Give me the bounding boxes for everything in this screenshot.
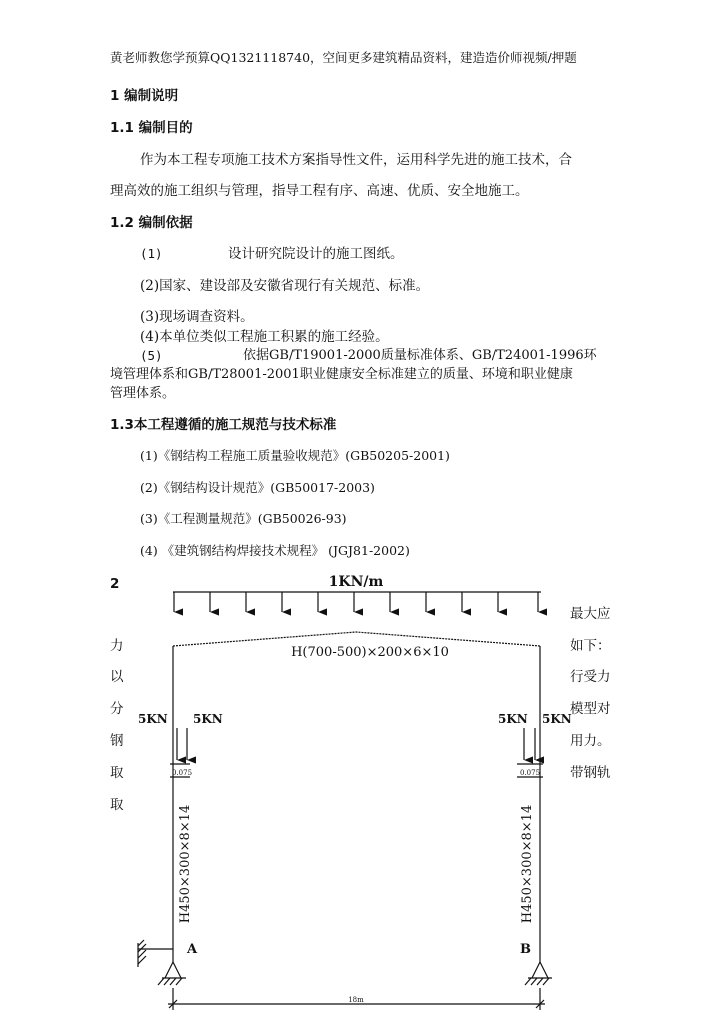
roof-beam — [173, 632, 540, 646]
paragraph-purpose-line2: 理高效的施工组织与管理，指导工程有序、高速、优质、安全地施工。 — [110, 183, 529, 199]
point-load-label: 5KN — [138, 712, 168, 726]
right-support — [525, 962, 552, 985]
left-fragment: 分 — [110, 701, 124, 717]
standard-item-2: (2)《钢结构设计规范》(GB50017-2003) — [140, 480, 375, 495]
section-heading-2-number: 2 — [110, 576, 120, 592]
distributed-load-arrows — [174, 592, 538, 612]
standard-item-4: (4) 《建筑钢结构焊接技术规程》 (JGJ81-2002) — [140, 543, 410, 558]
left-fragment: 取 — [110, 797, 124, 813]
basis-item-1-text: 设计研究院设计的施工图纸。 — [228, 246, 404, 262]
distributed-load-label: 1KN/m — [328, 574, 384, 590]
support-a-label: A — [187, 942, 198, 957]
left-fragment: 力 — [110, 638, 124, 654]
right-fragment: 最大应 — [570, 606, 611, 622]
left-fragment: 钢 — [110, 733, 124, 749]
point-load-label: 5KN — [542, 712, 572, 726]
basis-item-3: (3)现场调查资料。 — [140, 309, 254, 325]
header-note: 黄老师教您学预算QQ1321118740，空间更多建筑精品资料，建造造价师视频/押题 — [110, 50, 577, 65]
right-fragment: 行受力 — [570, 669, 611, 685]
section-heading-1-3: 1.3本工程遵循的施工规范与技术标准 — [110, 417, 337, 433]
left-column-section-label: H450×300×8×14 — [178, 804, 193, 924]
basis-item-5-line3: 管理体系。 — [110, 386, 176, 401]
span-label: 18m — [348, 996, 364, 1004]
right-fragment: 如下： — [570, 638, 611, 654]
right-fragment: 模型对 — [570, 701, 611, 717]
basis-item-5-line2: 境管理体系和GB/T28001-2001职业健康安全标准建立的质量、环境和职业健康 — [110, 367, 573, 382]
basis-item-5-number: (5) — [140, 348, 163, 363]
point-load-label: 5KN — [498, 712, 528, 726]
beam-section-label: H(700-500)×200×6×10 — [291, 645, 449, 660]
paragraph-purpose-line1: 作为本工程专项施工技术方案指导性文件，运用科学先进的施工技术，合 — [140, 152, 572, 168]
standard-item-3: (3)《工程测量规范》(GB50026-93) — [140, 511, 347, 526]
left-support — [138, 940, 186, 985]
right-column-section-label: H450×300×8×14 — [520, 804, 535, 924]
basis-item-1-number: (1) — [140, 246, 163, 261]
basis-item-2: (2)国家、建设部及安徽省现行有关规范、标准。 — [140, 278, 430, 294]
point-load-label: 5KN — [193, 712, 223, 726]
standard-item-1: (1)《钢结构工程施工质量验收规范》(GB50205-2001) — [140, 448, 450, 463]
right-fragment: 带钢轨 — [570, 765, 611, 781]
left-fragment: 以 — [110, 669, 124, 685]
section-heading-1-2: 1.2 编制依据 — [110, 215, 193, 231]
basis-item-5-text: 依据GB/T19001-2000质量标准体系、GB/T24001-1996环 — [243, 348, 597, 363]
right-bracket-label: 0.075 — [520, 769, 541, 777]
left-fragment: 取 — [110, 765, 124, 781]
right-fragment: 用力。 — [570, 733, 611, 749]
section-heading-1-1: 1.1 编制目的 — [110, 120, 193, 136]
basis-item-4: (4)本单位类似工程施工积累的施工经验。 — [140, 329, 389, 345]
support-b-label: B — [520, 942, 531, 957]
section-heading-1: 1 编制说明 — [110, 88, 179, 104]
left-bracket-label: 0.075 — [172, 769, 193, 777]
